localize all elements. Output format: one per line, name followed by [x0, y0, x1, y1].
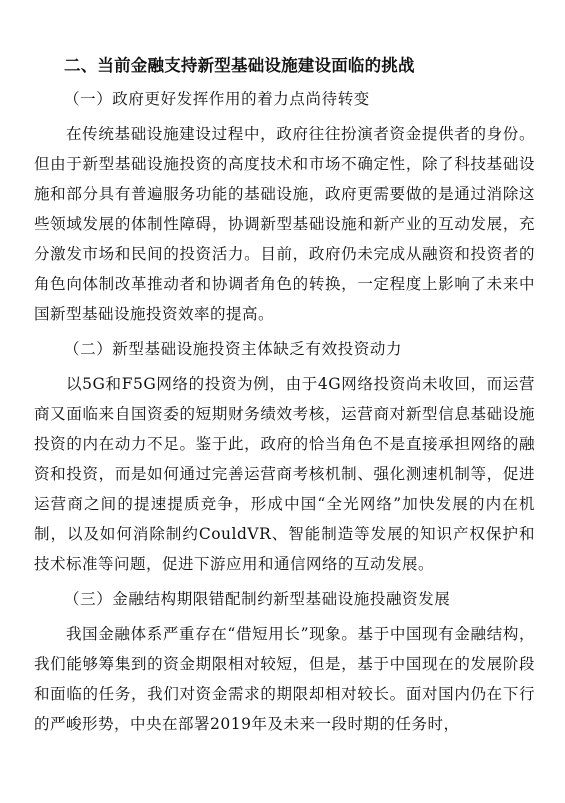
subsection-paragraph-2: 以5G和F5G网络的投资为例，由于4G网络投资尚未收回，而运营商又面临来自国资委的短期财务绩效考核，运营商对新型信息基础设施投资的内在动力不足。鉴于此，政府的恰当角色不是直接承担网络的融资和投资，而是如何通过完善运营商考核机制、强化测速机制等，促进运营商之间的提速提质竞争，形成中国“全光网络”加快发展的内在机制，以及如何消除制约CouldVR、智能制造等发展的知识产权保护和技术标准等问题，促进下游应用和通信网络的互动发展。 — [34, 375, 535, 573]
section-title: 二、当前金融支持新型基础设施建设面临的挑战 — [64, 56, 415, 75]
subsection-heading-2: （二）新型基础设施投资主体缺乏有效投资动力 — [64, 340, 403, 358]
subsection-paragraph-3: 我国金融体系严重存在“借短用长”现象。基于中国现有金融结构，我们能够筹集到的资金期限相对较短，但是，基于中国现在的发展阶段和面临的任务，我们对资金需求的期限却相对较长。面对国内仍在下行的严峻形势，中央在部署2019年及未来一段时期的任务时， — [34, 625, 535, 733]
subsection-heading-1: （一）政府更好发挥作用的着力点尚待转变 — [64, 90, 370, 108]
subsection-heading-3: （三）金融结构期限错配制约新型基础设施投融资发展 — [64, 590, 451, 608]
subsection-paragraph-1: 在传统基础设施建设过程中，政府往往扮演者资金提供者的身份。但由于新型基础设施投资的高度技术和市场不确定性，除了科技基础设施和部分具有普遍服务功能的基础设施，政府更需要做的是通过消除这些领域发展的体制性障碍，协调新型基础设施和新产业的互动发展，充分激发市场和民间的投资活力。目前，政府仍未完成从融资和投资者的角色向体制改革推动者和协调者角色的转换，一定程度上影响了未来中国新型基础设施投资效率的提高。 — [34, 125, 535, 323]
